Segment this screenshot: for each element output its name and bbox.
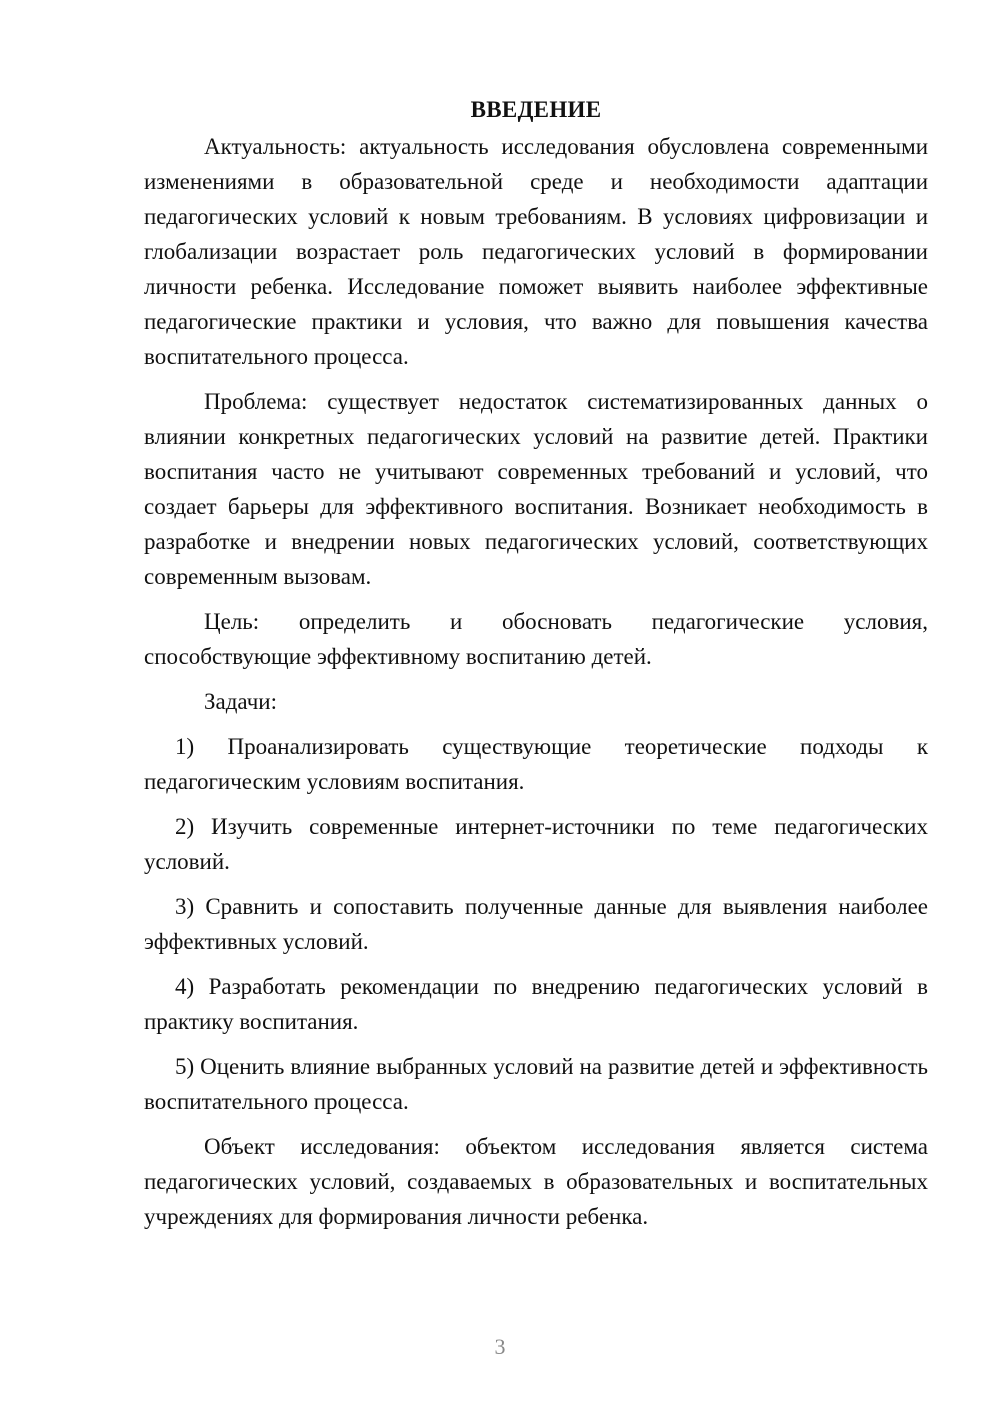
- section-heading: ВВЕДЕНИЕ: [470, 97, 602, 122]
- task-item-1: 1) Проанализировать существующие теоретические подходы к педагогическим условиям воспитания.: [144, 734, 928, 794]
- task-item-3: 3) Сравнить и сопоставить полученные данные для выявления наиболее эффективных условий.: [144, 894, 928, 954]
- task-item-4: 4) Разработать рекомендации по внедрению педагогических условий в практику воспитания.: [144, 974, 928, 1034]
- page-content: [144, 92, 928, 1234]
- paragraph-tasks-label: Задачи:: [204, 689, 277, 714]
- paragraph-problem: Проблема: существует недостаток систематизированных данных о влиянии конкретных педагогических условий на развитие детей. Практики воспитания часто не учитывают современных требований и условий, что создает барьеры для эффективного воспитания. Возникает необходимость в разработке и внедрении новых педагогических условий, соответствующих современным вызовам.: [144, 389, 928, 589]
- task-item-5: 5) Оценить влияние выбранных условий на развитие детей и эффективность воспитательного процесса.: [144, 1054, 928, 1114]
- page-number: 3: [494, 1334, 506, 1359]
- tasks-list: [144, 729, 928, 1119]
- task-item-2: 2) Изучить современные интернет-источники по теме педагогических условий.: [144, 814, 928, 874]
- paragraph-goal: Цель: определить и обосновать педагогические условия, способствующие эффективному воспитанию детей.: [144, 609, 928, 669]
- paragraph-object: Объект исследования: объектом исследования является система педагогических условий, создаваемых в образовательных и воспитательных учреждениях для формирования личности ребенка.: [144, 1134, 928, 1229]
- paragraph-relevance: Актуальность: актуальность исследования обусловлена современными изменениями в образовательной среде и необходимости адаптации педагогических условий к новым требованиям. В условиях цифровизации и глобализации возрастает роль педагогических условий в формировании личности ребенка. Исследование поможет выявить наиболее эффективные педагогические практики и условия, что важно для повышения качества воспитательного процесса.: [144, 134, 928, 369]
